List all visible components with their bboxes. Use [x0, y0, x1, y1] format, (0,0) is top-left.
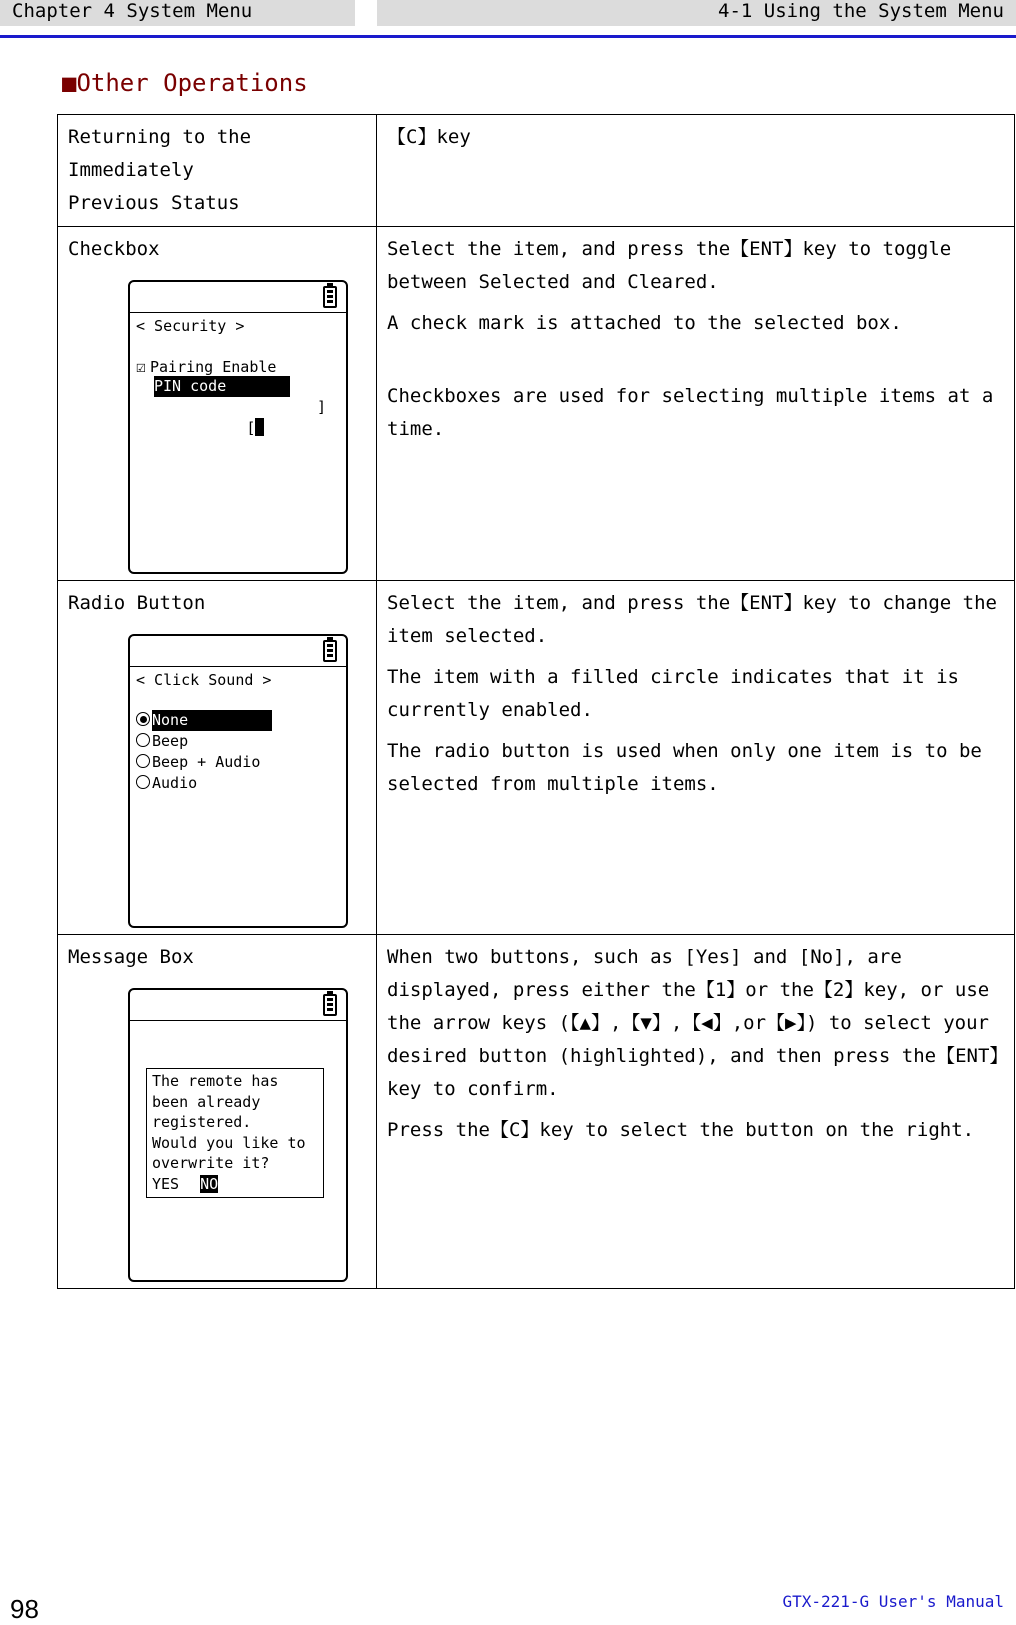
description-text: When two buttons, such as [Yes] and [No], are displayed, press either the【1】or the【2】key, or use the arrow keys (【▲】,【▼】,【◀】,or【▶】) to select your desired button (highlighted), and then press the【ENT】key to confirm. [387, 946, 999, 1100]
status-bar [130, 636, 346, 667]
radio-label: Beep + Audio [152, 753, 261, 771]
checkbox-item[interactable] [136, 356, 276, 378]
input-bracket: ] [316, 398, 326, 416]
message-line: been already [152, 1092, 261, 1111]
table-row [58, 581, 1015, 935]
chapter-title: Chapter 4 System Menu [12, 0, 253, 22]
checkbox-checked-icon: ☑ [136, 357, 146, 376]
description-text: A check mark is attached to the selected box. [387, 312, 902, 334]
section-heading: 4-1 Using the System Menu [718, 0, 1004, 22]
radio-option[interactable] [136, 773, 197, 794]
checkbox-label: Pairing Enable [150, 358, 277, 376]
radio-unselected-icon [136, 775, 150, 789]
description-text: Select the item, and press the【ENT】key to toggle between Selected and Cleared. [387, 238, 952, 293]
screen-title: < Security > [136, 317, 245, 335]
radio-label: Audio [152, 774, 198, 792]
description-text: Checkboxes are used for selecting multiple items at a time. [387, 385, 994, 440]
header-divider [0, 35, 1016, 38]
device-screen-checkbox [128, 280, 348, 574]
menu-item[interactable] [154, 376, 290, 397]
page-header [0, 0, 1016, 36]
message-line: registered. [152, 1113, 252, 1131]
device-screen-radio [128, 634, 348, 928]
radio-label: None [152, 710, 272, 731]
description-text: Select the item, and press the【ENT】key to change the item selected. [387, 592, 997, 647]
row-description [377, 935, 1015, 1289]
cursor [255, 418, 264, 436]
description-text: 【C】key [387, 126, 471, 148]
row-label-line: Previous Status [68, 192, 240, 214]
input-bracket: [ [246, 419, 256, 437]
battery-icon [323, 994, 337, 1016]
row-label-line: Returning to the Immediately [68, 126, 252, 181]
page-number: 98 [10, 1594, 39, 1624]
description-text: The radio button is used when only one item is to be selected from multiple items. [387, 740, 982, 795]
radio-unselected-icon [136, 733, 150, 747]
radio-selected-icon [136, 712, 150, 726]
device-screen-message [128, 988, 348, 1282]
message-line: The remote has [152, 1072, 279, 1090]
yes-button[interactable]: YES [152, 1174, 180, 1193]
no-button[interactable]: NO [200, 1174, 219, 1193]
table-row [58, 115, 1015, 227]
row-label [58, 115, 377, 227]
description-text: The item with a filled circle indicates that it is currently enabled. [387, 666, 959, 721]
manual-title: GTX-221-G User's Manual [782, 1592, 1004, 1611]
row-label [58, 935, 377, 1289]
row-label-text: Checkbox [68, 238, 160, 260]
description-text: Press the【C】key to select the button on the right. [387, 1119, 975, 1141]
menu-item-label: PIN code [154, 376, 290, 397]
row-label [58, 581, 377, 935]
page-title: ■Other Operations [62, 69, 308, 97]
radio-option[interactable] [136, 710, 272, 731]
row-label-text: Radio Button [68, 592, 206, 614]
table-row [58, 935, 1015, 1289]
table-row [58, 227, 1015, 581]
radio-unselected-icon [136, 754, 150, 768]
operations-table [57, 114, 1015, 1289]
battery-icon [323, 286, 337, 308]
battery-icon [323, 640, 337, 662]
radio-option[interactable] [136, 731, 188, 752]
radio-option[interactable] [136, 752, 260, 773]
screen-title: < Click Sound > [136, 671, 272, 689]
radio-label: Beep [152, 732, 189, 750]
row-description [377, 115, 1015, 227]
message-box [146, 1068, 324, 1198]
row-label [58, 227, 377, 581]
row-label-text: Message Box [68, 946, 194, 968]
row-description [377, 581, 1015, 935]
status-bar [130, 990, 346, 1021]
status-bar [130, 282, 346, 313]
row-description [377, 227, 1015, 581]
message-line: Would you like to [152, 1133, 306, 1152]
pin-input[interactable] [156, 397, 326, 481]
message-line: overwrite it? [152, 1154, 270, 1172]
